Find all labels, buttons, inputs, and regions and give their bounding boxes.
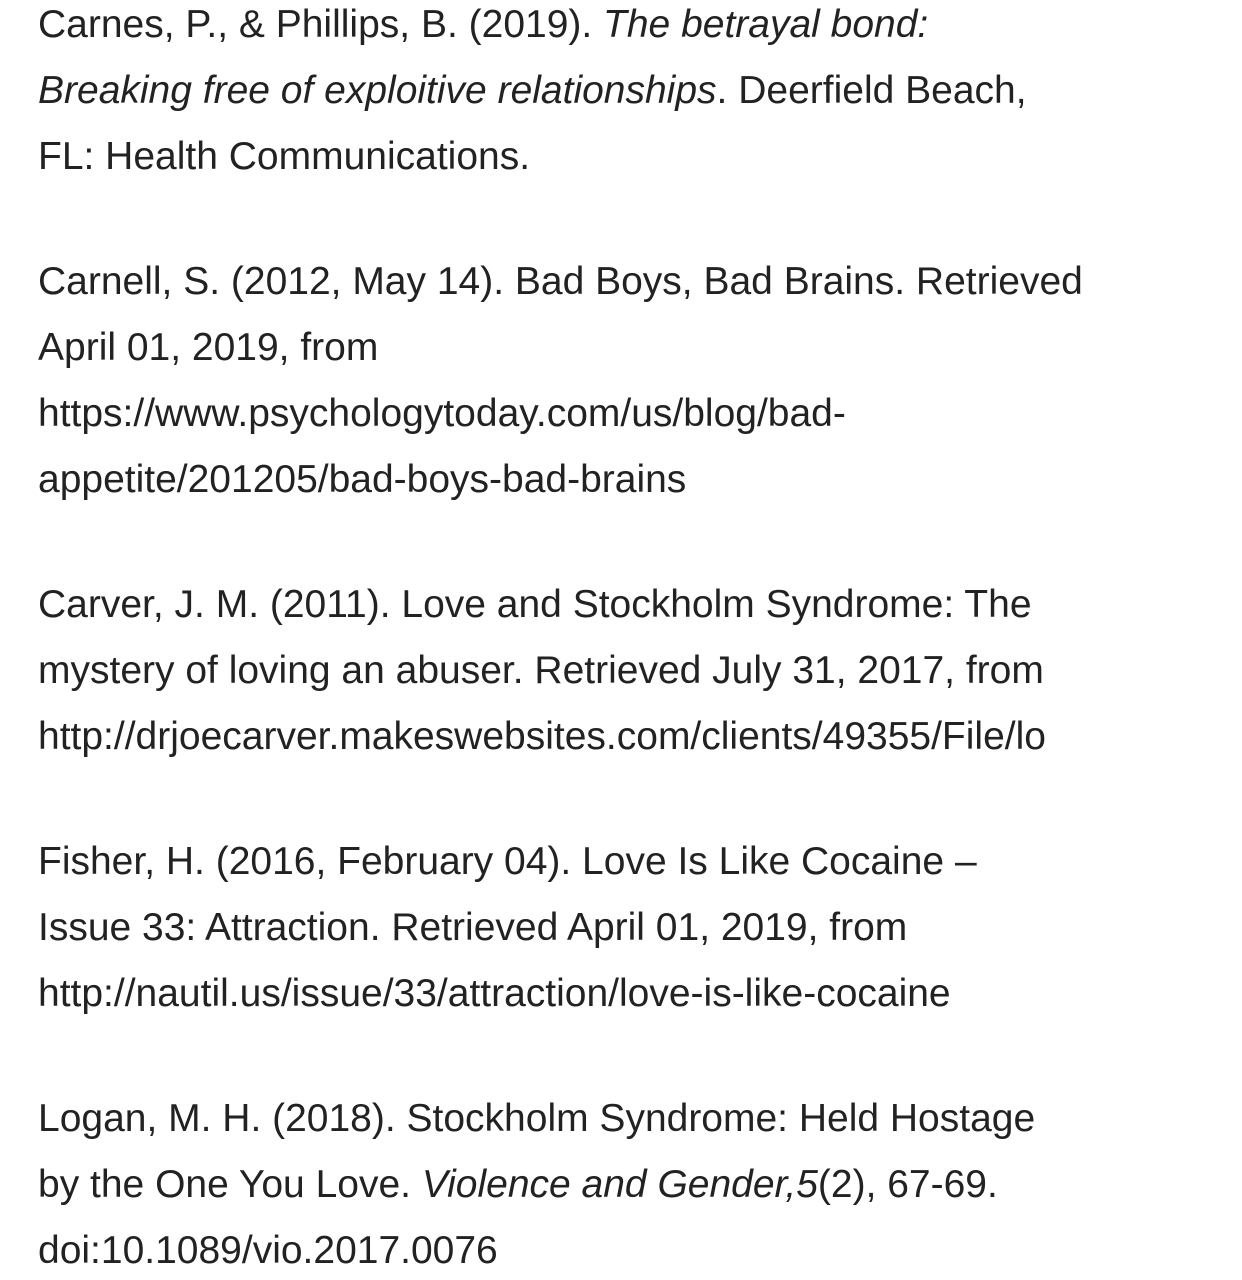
reference-url-line <box>38 961 1242 1027</box>
line-text: FL: Health Communications. <box>38 135 531 178</box>
reference-doi-line <box>38 1218 1242 1280</box>
italic-title: Breaking free of exploitive relationships <box>38 69 717 112</box>
reference-url: https://www.psychologytoday.com/us/blog/bad- <box>38 392 846 435</box>
reference-entry-carnes <box>38 0 1242 190</box>
line-text: Carver, J. M. (2011). Love and Stockholm Syndrome: The <box>38 583 1032 626</box>
reference-url: http://nautil.us/issue/33/attraction/love-is-like-cocaine <box>38 972 951 1015</box>
reference-line <box>38 638 1242 704</box>
line-text: Carnell, S. (2012, May 14). Bad Boys, Bad Brains. Retrieved <box>38 260 1083 303</box>
line-text: Fisher, H. (2016, February 04). Love Is Like Cocaine – <box>38 840 977 883</box>
line-text: Carnes, P., & Phillips, B. (2019). <box>38 3 604 46</box>
line-text: . Deerfield Beach, <box>716 69 1027 112</box>
reference-line <box>38 829 1242 895</box>
reference-list <box>38 0 1242 1280</box>
reference-line <box>38 1152 1242 1218</box>
line-text: April 01, 2019, from <box>38 326 379 369</box>
reference-url-line <box>38 381 1242 447</box>
line-text: Issue 33: Attraction. Retrieved April 01, 2019, from <box>38 906 908 949</box>
reference-line <box>38 249 1242 315</box>
italic-journal: Violence and Gender,5 <box>421 1163 818 1206</box>
reference-line <box>38 58 1242 124</box>
reference-url: appetite/201205/bad-boys-bad-brains <box>38 458 687 501</box>
line-text: Logan, M. H. (2018). Stockholm Syndrome: Held Hostage <box>38 1097 1036 1140</box>
reference-line <box>38 1086 1242 1152</box>
reference-line <box>38 572 1242 638</box>
line-text: (2), 67-69. <box>817 1163 998 1206</box>
line-text: by the One You Love. <box>38 1163 422 1206</box>
reference-line <box>38 124 1242 190</box>
reference-url: http://drjoecarver.makeswebsites.com/clients/49355/File/lo <box>38 715 1046 758</box>
reference-line <box>38 895 1242 961</box>
line-text: mystery of loving an abuser. Retrieved July 31, 2017, from <box>38 649 1044 692</box>
reference-doi: doi:10.1089/vio.2017.0076 <box>38 1229 498 1272</box>
reference-line <box>38 0 1242 58</box>
reference-entry-carnell <box>38 249 1242 513</box>
italic-title: The betrayal bond: <box>603 3 929 46</box>
reference-url-line <box>38 447 1242 513</box>
reference-entry-fisher <box>38 829 1242 1027</box>
reference-line <box>38 315 1242 381</box>
reference-url-line <box>38 704 1242 770</box>
reference-entry-carver <box>38 572 1242 770</box>
reference-entry-logan <box>38 1086 1242 1280</box>
